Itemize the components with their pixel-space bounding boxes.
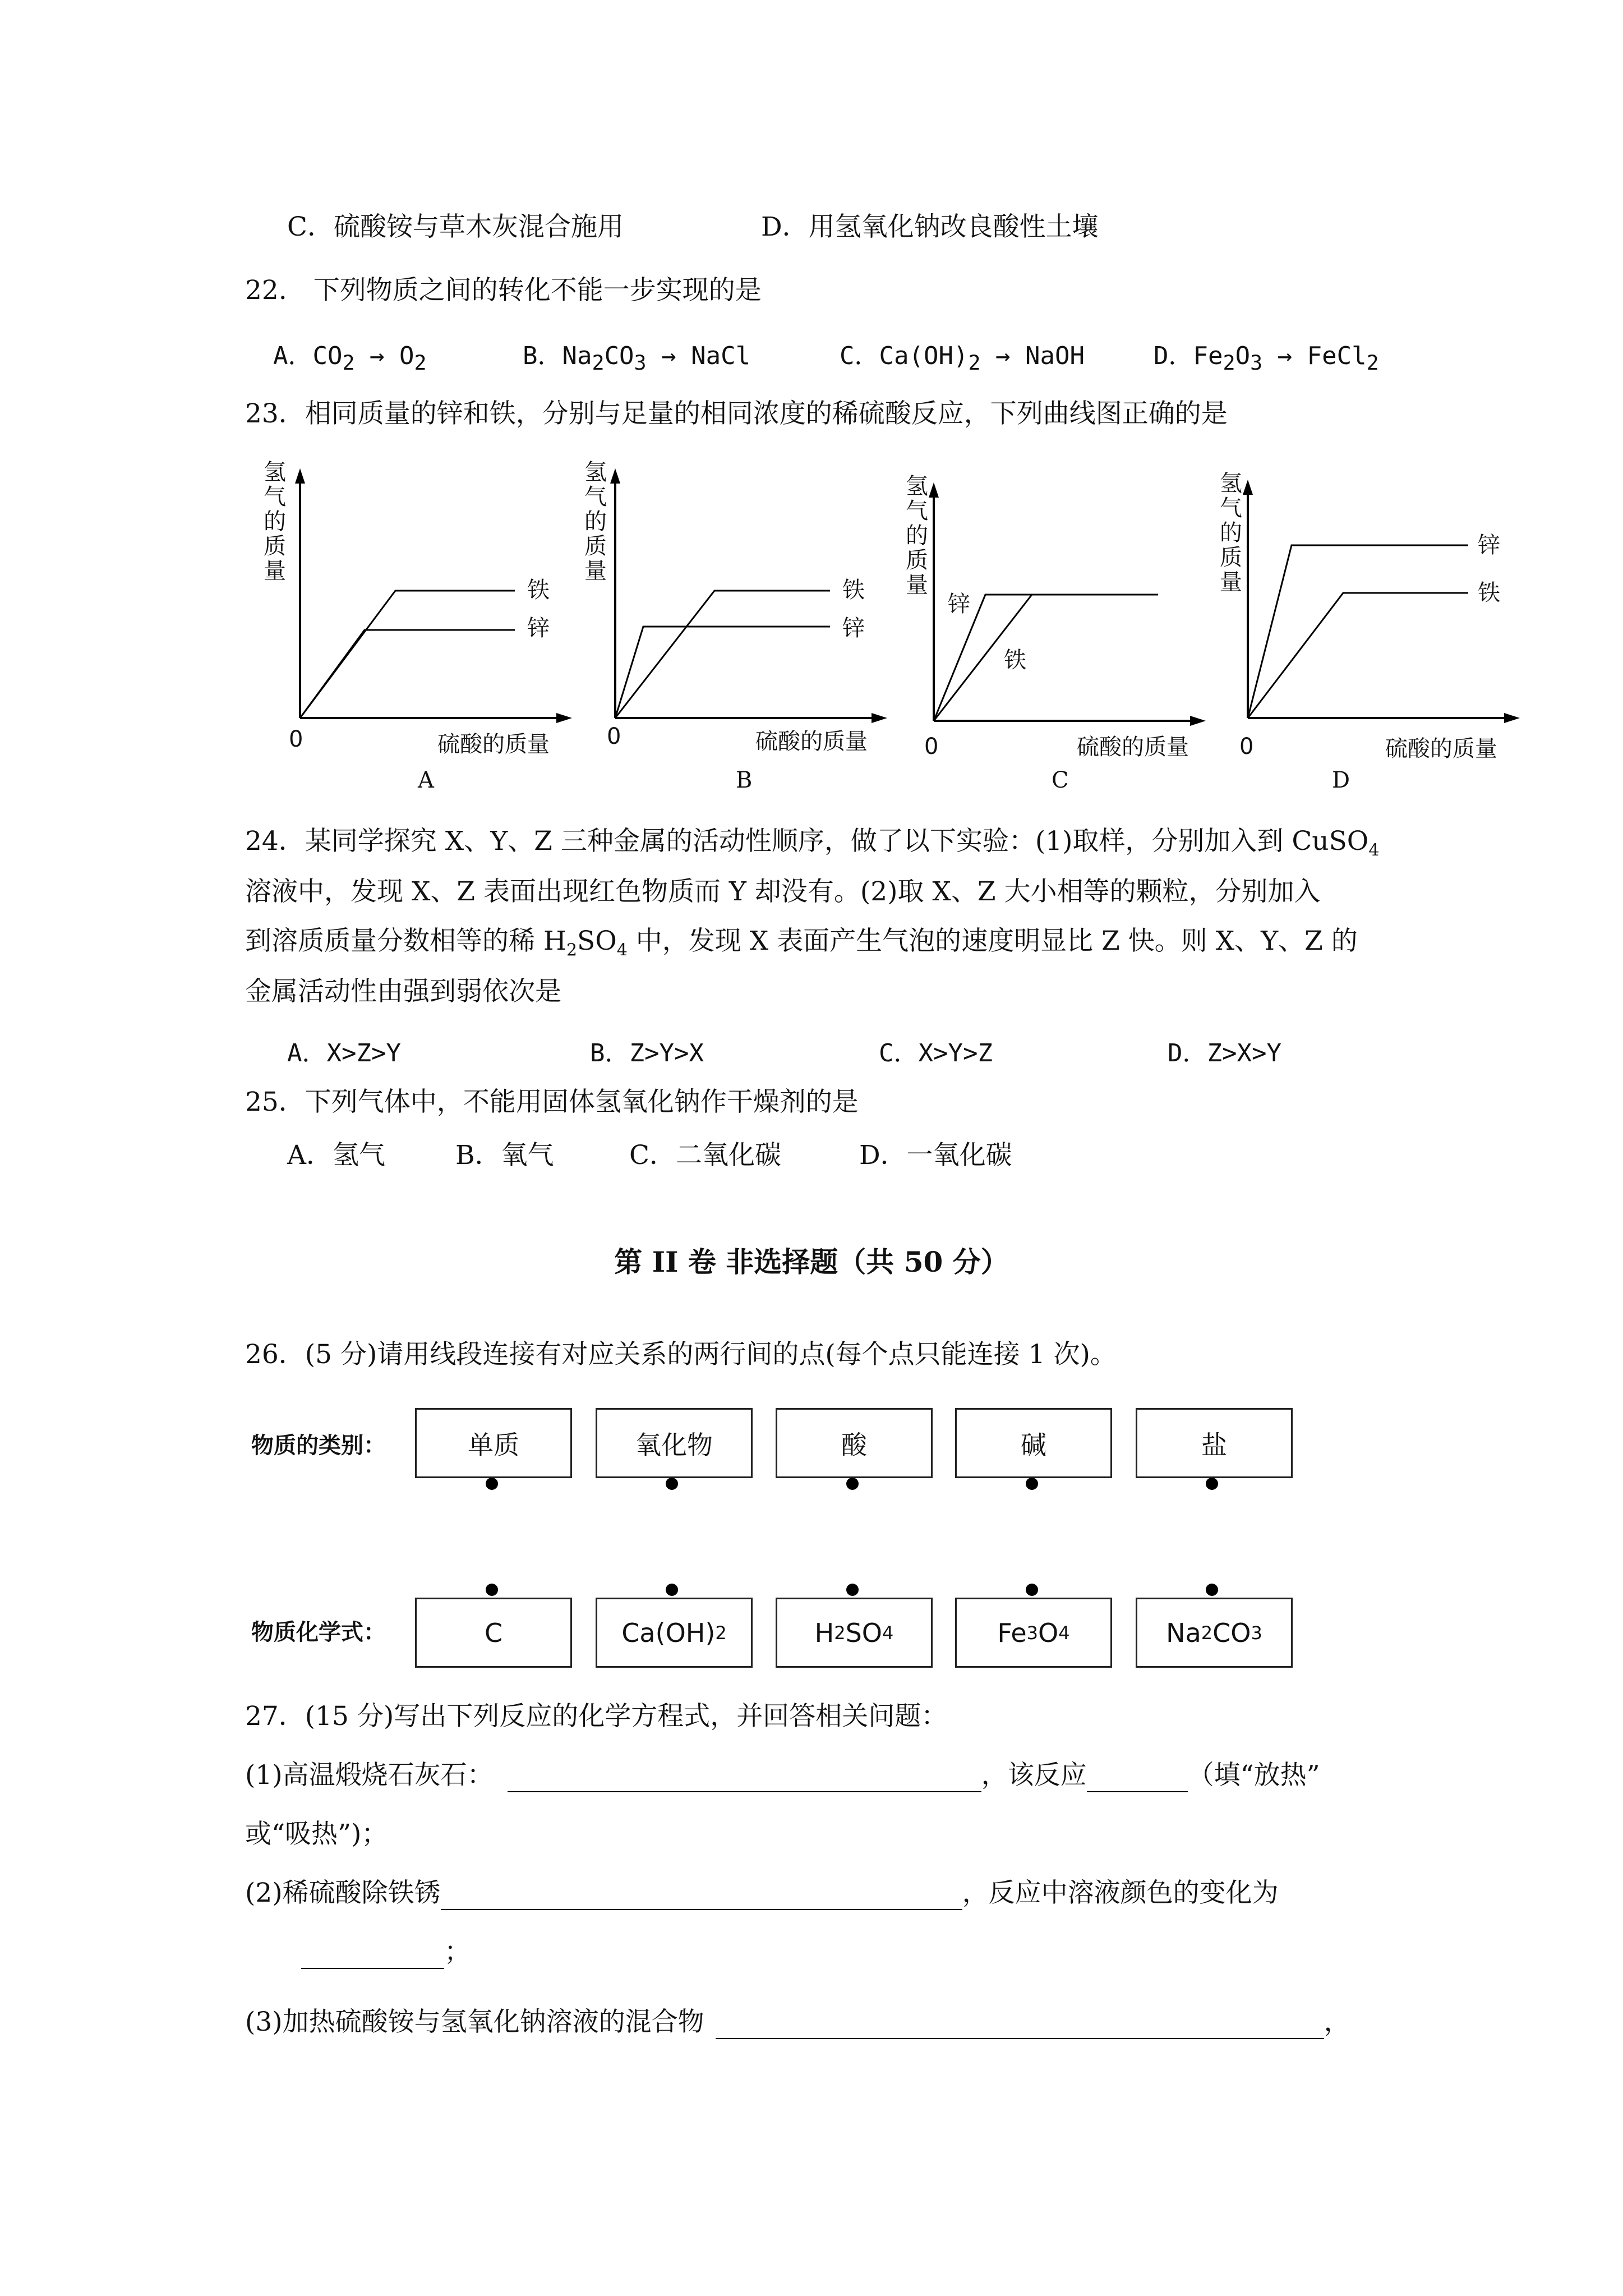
q25-stem: 25．下列气体中，不能用固体氢氧化钠作干燥剂的是 xyxy=(245,1087,859,1117)
q25-option-a: A．氢气 xyxy=(287,1140,385,1171)
chart-a-zero: 0 xyxy=(289,726,303,752)
chart-a-ylabel: 氢气的质量 xyxy=(264,459,286,584)
chart-c-x-arrow xyxy=(1190,716,1206,726)
chart-c-ylabel: 氢气的质量 xyxy=(906,473,928,598)
q21-option-c: C．硫酸铵与草木灰混合施用 xyxy=(287,211,624,242)
chart-b-label-zinc: 锌 xyxy=(842,615,865,641)
chart-a-label-zinc: 锌 xyxy=(527,615,550,641)
chart-b xyxy=(573,459,887,793)
q25-option-d: D．一氧化碳 xyxy=(859,1140,1012,1171)
category-box-oxide: 氧化物 xyxy=(596,1408,753,1478)
chart-b-line-iron xyxy=(615,591,830,718)
chart-d-line-zinc xyxy=(1248,545,1468,718)
chart-d xyxy=(1206,460,1520,793)
chart-d-line-iron xyxy=(1248,593,1468,718)
answer-blank-equation-1[interactable] xyxy=(508,1768,981,1792)
chart-d-label-iron: 铁 xyxy=(1478,580,1500,606)
answer-blank-color-change[interactable] xyxy=(301,1944,444,1969)
formula-dot[interactable] xyxy=(1026,1584,1038,1596)
chart-d-x-arrow xyxy=(1504,713,1520,723)
q24-line4: 金属活动性由强到弱依次是 xyxy=(245,976,561,1007)
chart-b-line-zinc xyxy=(615,627,830,718)
q22-option-d: D．$Fe_2O_3$ → FeCl$_2$ xyxy=(1154,342,1379,375)
formula-dot[interactable] xyxy=(666,1584,678,1596)
row2-label: 物质化学式： xyxy=(251,1619,386,1645)
chart-a-caption: A xyxy=(418,767,434,793)
chart-d-caption: D xyxy=(1332,767,1350,793)
answer-blank-equation-2[interactable] xyxy=(441,1885,962,1910)
category-dot[interactable] xyxy=(1026,1478,1038,1490)
q24-line1: 24．某同学探究 X、Y、Z 三种金属的活动性顺序，做了以下实验：(1)取样，分别加入到 CuSO$_4$ xyxy=(245,826,1380,861)
chart-a-label-iron: 铁 xyxy=(527,577,550,603)
formula-box-na2co3: Na 2 CO 3 xyxy=(1136,1598,1293,1668)
q22-option-c: C．$Ca(OH)_2$ → NaOH xyxy=(840,342,1085,375)
formula-box-c: C xyxy=(415,1598,572,1668)
chart-a-x-arrow xyxy=(556,713,572,723)
chart-a-xlabel: 硫酸的质量 xyxy=(437,731,550,757)
q22-stem: 22. 下列物质之间的转化不能一步实现的是 xyxy=(245,275,762,306)
q24-option-a: A．X>Z>Y xyxy=(287,1039,401,1068)
q24-options xyxy=(287,1037,1281,1070)
q27-part2: (2)稀硫酸除铁锈 ，反应中溶液颜色的变化为 xyxy=(245,1876,1279,1910)
formula-box-h2so4: H 2 SO 4 xyxy=(776,1598,933,1668)
chart-a-line-iron xyxy=(300,591,515,718)
q27-part1: (1)高温煅烧石灰石： ，该反应 （填“放热” xyxy=(245,1759,1320,1792)
formula-dot[interactable] xyxy=(486,1584,498,1596)
chart-c xyxy=(892,460,1206,793)
chart-d-svg xyxy=(1206,460,1520,740)
q25-option-c: C．二氧化碳 xyxy=(629,1140,781,1171)
chart-d-label-zinc: 锌 xyxy=(1478,532,1500,558)
q25-option-b: B．氧气 xyxy=(455,1140,554,1171)
section-title: 第 II 卷 非选择题（共 50 分） xyxy=(614,1245,1009,1278)
q24-line2: 溶液中，发现 X、Z 表面出现红色物质而 Y 却没有。(2)取 X、Z 大小相等的颗粒，分别加入 xyxy=(245,876,1321,907)
q24-option-d: D．Z>X>Y xyxy=(1168,1039,1281,1068)
chart-b-ylabel: 氢气的质量 xyxy=(584,459,607,584)
category-dot[interactable] xyxy=(666,1478,678,1490)
category-dot[interactable] xyxy=(486,1478,498,1490)
chart-c-zero: 0 xyxy=(924,734,939,760)
chart-a xyxy=(258,459,572,793)
formula-box-fe3o4: Fe 3 O 4 xyxy=(955,1598,1112,1668)
q23-stem: 23．相同质量的锌和铁，分别与足量的相同浓度的稀硫酸反应，下列曲线图正确的是 xyxy=(245,398,1228,429)
q24-line3: 到溶质质量分数相等的稀 $H_2SO_4$ 中，发现 X 表面产生气泡的速度明显比 Z 快。则 X、Y、Z 的 xyxy=(245,926,1358,960)
chart-a-line-zinc xyxy=(300,630,515,718)
formula-dot[interactable] xyxy=(1206,1584,1218,1596)
chart-d-xlabel: 硫酸的质量 xyxy=(1385,736,1497,762)
q24-option-c: C．X>Y>Z xyxy=(879,1039,993,1068)
category-box-acid: 酸 xyxy=(776,1408,933,1478)
q27-part3: (3)加热硫酸铵与氢氧化钠溶液的混合物 ， xyxy=(245,2005,1350,2039)
chart-b-zero: 0 xyxy=(607,724,621,749)
chart-b-x-arrow xyxy=(872,713,887,723)
row1-label: 物质的类别： xyxy=(251,1433,386,1458)
q22-option-a: A．$CO_2 \to O_2$ xyxy=(273,342,427,375)
q27-stem: 27．(15 分)写出下列反应的化学方程式，并回答相关问题： xyxy=(245,1701,948,1732)
category-box-base: 碱 xyxy=(955,1408,1112,1478)
chart-c-label-zinc: 锌 xyxy=(948,591,970,617)
q21-option-d: D．用氢氧化钠改良酸性土壤 xyxy=(761,211,1099,242)
q25-options xyxy=(287,1139,1012,1172)
chart-d-zero: 0 xyxy=(1239,734,1254,760)
q24-option-b: B．Z>Y>X xyxy=(590,1039,704,1068)
chart-b-xlabel: 硫酸的质量 xyxy=(755,729,868,754)
q22-options xyxy=(273,339,1379,380)
q27-part2-cont: ； xyxy=(301,1935,471,1969)
answer-blank-heat[interactable] xyxy=(1087,1768,1188,1792)
chart-c-caption: C xyxy=(1052,767,1069,793)
category-dot[interactable] xyxy=(846,1478,859,1490)
chart-b-svg xyxy=(573,460,887,740)
chart-a-svg xyxy=(258,460,572,740)
chart-b-caption: B xyxy=(736,767,753,793)
category-box-salt: 盐 xyxy=(1136,1408,1293,1478)
chart-c-xlabel: 硫酸的质量 xyxy=(1077,734,1189,760)
category-dot[interactable] xyxy=(1206,1478,1218,1490)
chart-c-label-iron: 铁 xyxy=(1004,647,1026,673)
chart-c-svg xyxy=(892,460,1206,740)
chart-b-label-iron: 铁 xyxy=(842,577,865,603)
q26-stem: 26．(5 分)请用线段连接有对应关系的两行间的点(每个点只能连接 1 次)。 xyxy=(245,1339,1117,1370)
q21-options xyxy=(287,210,1099,244)
formula-box-caoh2: Ca(OH) 2 xyxy=(596,1598,753,1668)
answer-blank-equation-3[interactable] xyxy=(716,2014,1324,2039)
formula-dot[interactable] xyxy=(846,1584,859,1596)
q27-part1-cont: 或“吸热”)； xyxy=(245,1819,388,1849)
category-box-element: 单质 xyxy=(415,1408,572,1478)
chart-d-ylabel: 氢气的质量 xyxy=(1220,471,1242,595)
q22-option-b: B．$Na_2CO_3$ → NaCl xyxy=(523,342,751,375)
